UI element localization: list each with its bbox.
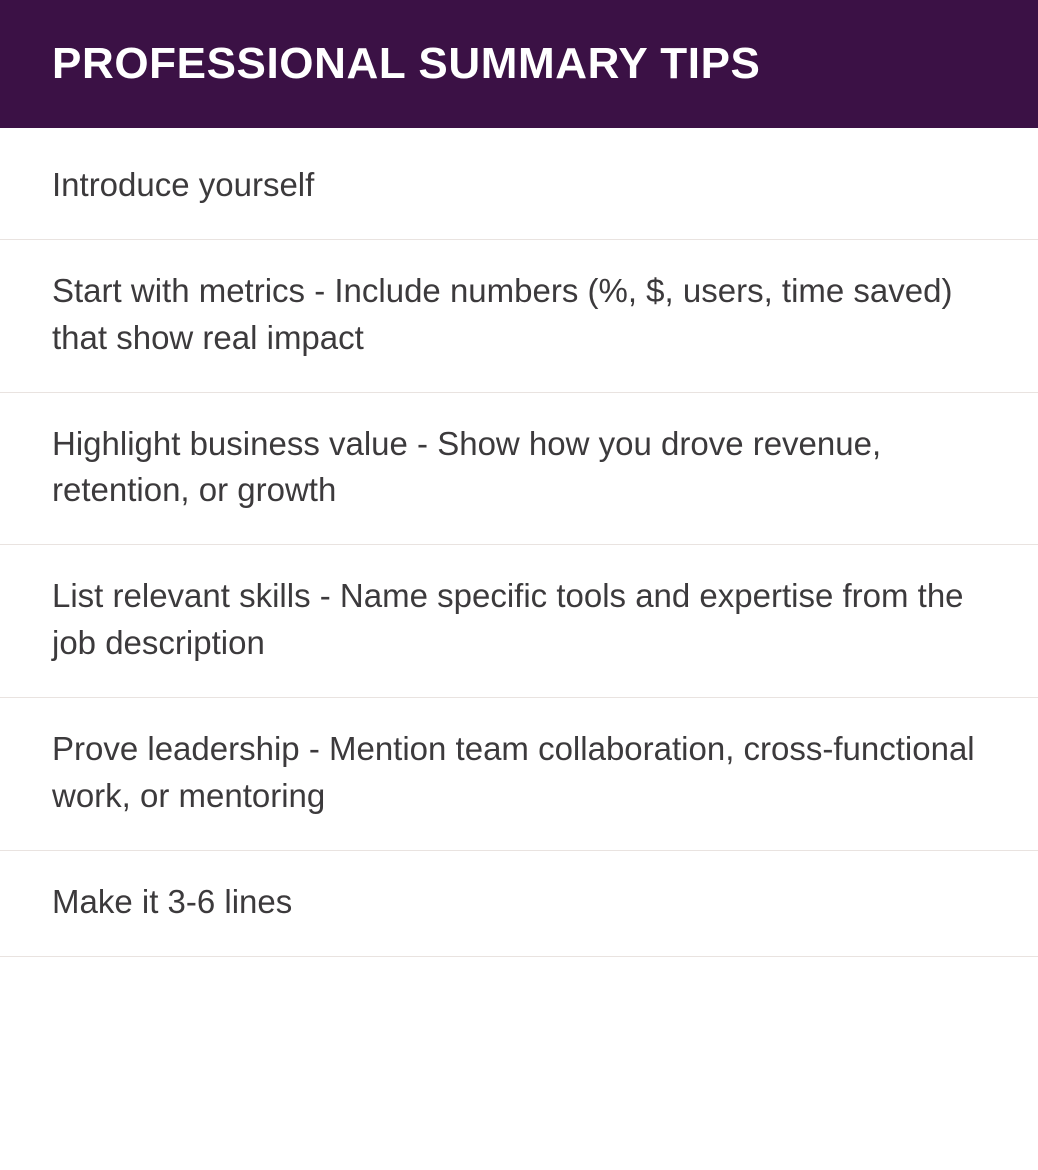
tip-text: Introduce yourself — [52, 166, 315, 203]
tip-text: Make it 3-6 lines — [52, 882, 293, 920]
list-item — [0, 393, 1038, 546]
tips-list — [0, 128, 1038, 957]
list-item — [0, 240, 1038, 393]
tip-text: Start with metrics - Include numbers (%, $, users, time saved) that show real impact — [52, 271, 953, 356]
panel-header — [0, 0, 1038, 128]
list-item — [0, 698, 1038, 851]
list-item — [0, 851, 1038, 957]
tip-text: Prove leadership - Mention team collaboration, cross-functional work, or mentoring — [52, 730, 975, 814]
page-title: PROFESSIONAL SUMMARY TIPS — [52, 38, 761, 88]
tip-text: List relevant skills - Name specific tools and expertise from the job description — [52, 577, 964, 662]
tip-text: Highlight business value - Show how you drove revenue, retention, or growth — [52, 424, 882, 509]
list-item — [0, 128, 1038, 240]
list-item — [0, 545, 1038, 698]
